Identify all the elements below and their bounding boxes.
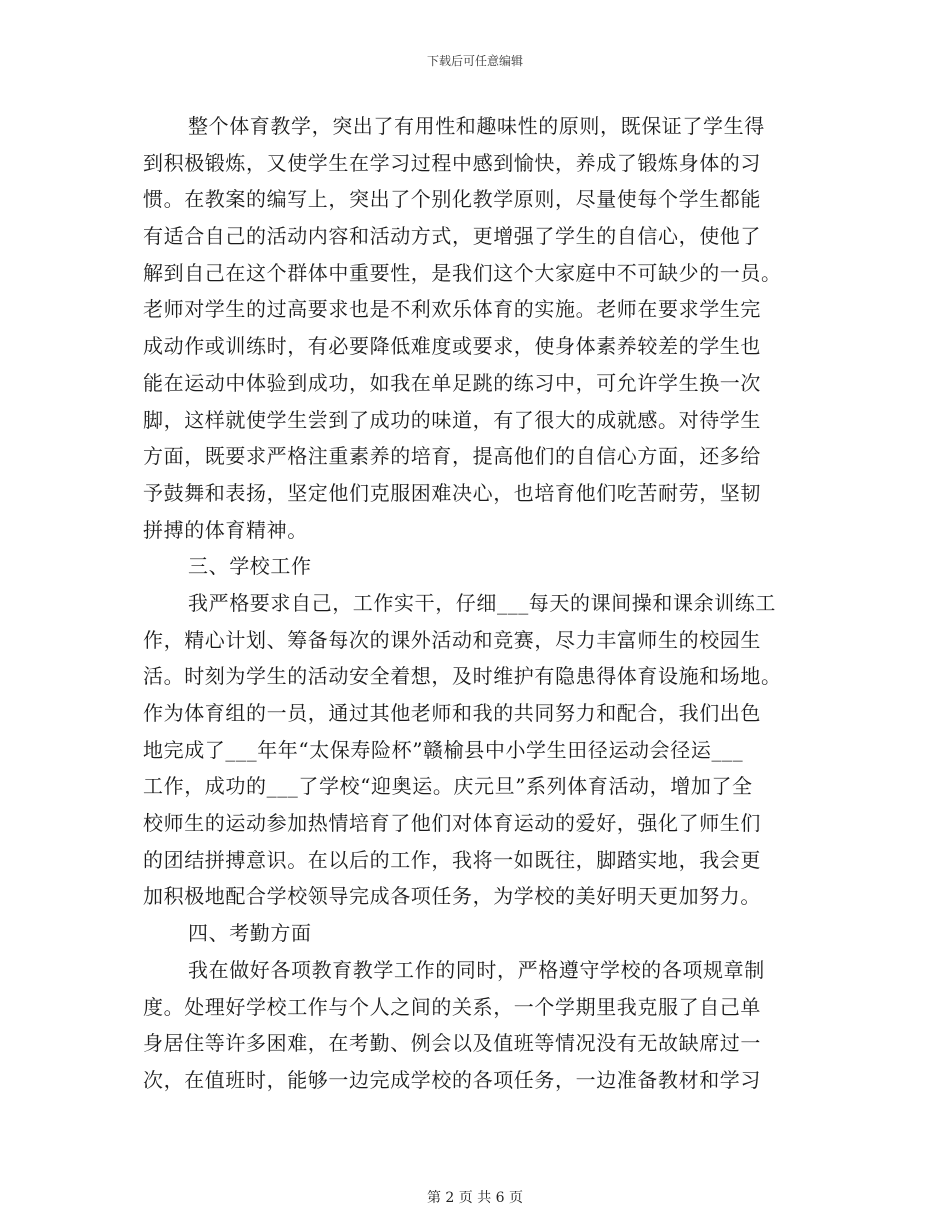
text-line: 度。处理好学校工作与个人之间的关系，一个学期里我克服了自己单 <box>143 994 761 1019</box>
text-line: 脚，这样就使学生尝到了成功的味道，有了很大的成就感。对待学生 <box>143 407 761 432</box>
page-header-note: 下载后可任意编辑 <box>426 54 523 68</box>
text-line: 予鼓舞和表扬，坚定他们克服困难决心，也培育他们吃苦耐劳，坚韧 <box>143 480 761 505</box>
text-line: 能在运动中体验到成功，如我在单足跳的练习中，可允许学生换一次 <box>143 370 761 395</box>
page-number: 第 2 页 共 6 页 <box>426 1190 524 1206</box>
text-line: 加积极地配合学校领导完成各项任务，为学校的美好明天更加努力。 <box>143 884 761 909</box>
text-line: 作，精心计划、筹备每次的课外活动和竞赛，尽力丰富师生的校园生 <box>143 627 761 652</box>
text-line: 有适合自己的活动内容和活动方式，更增强了学生的自信心，使他了 <box>143 224 761 249</box>
text-line: 拼搏的体育精神。 <box>143 517 308 542</box>
text-line: 成动作或训练时，有必要降低难度或要求，使身体素养较差的学生也 <box>143 334 761 359</box>
text-line: 地完成了___年年“太保寿险杯”赣榆县中小学生田径运动会径运___ <box>143 737 744 762</box>
text-line: 次，在值班时，能够一边完成学校的各项任务，一边准备教材和学习 <box>143 1067 761 1092</box>
text-line: 身居住等许多困难，在考勤、例会以及值班等情况没有无故缺席过一 <box>143 1031 761 1056</box>
text-line: 方面，既要求严格注重素养的培育，提高他们的自信心方面，还多给 <box>143 444 761 469</box>
text-line: 三、学校工作 <box>188 554 312 579</box>
text-line: 我在做好各项教育教学工作的同时，严格遵守学校的各项规章制 <box>188 957 765 982</box>
text-line: 老师对学生的过高要求也是不利欢乐体育的实施。老师在要求学生完 <box>143 297 761 322</box>
text-line: 作为体育组的一员，通过其他老师和我的共同努力和配合，我们出色 <box>143 701 761 725</box>
text-line: 惯。在教案的编写上，突出了个别化教学原则，尽量使每个学生都能 <box>143 187 761 212</box>
text-line: 的团结拼搏意识。在以后的工作，我将一如既往，脚踏实地，我会更 <box>143 847 761 872</box>
text-line: 到积极锻炼，又使学生在学习过程中感到愉快，养成了锻炼身体的习 <box>143 150 761 175</box>
text-line: 四、考勤方面 <box>188 921 312 946</box>
text-line: 工作，成功的___了学校“迎奥运。庆元旦”系列体育活动，增加了全 <box>143 774 753 799</box>
text-line: 活。时刻为学生的活动安全着想，及时维护有隐患得体育设施和场地。 <box>143 664 782 689</box>
text-line: 整个体育教学，突出了有用性和趣味性的原则，既保证了学生得 <box>188 114 765 138</box>
text-line: 解到自己在这个群体中重要性，是我们这个大家庭中不可缺少的一员。 <box>143 260 782 285</box>
text-line: 我严格要求自己，工作实干，仔细___每天的课间操和课余训练工 <box>188 590 776 615</box>
text-line: 校师生的运动参加热情培育了他们对体育运动的爱好，强化了师生们 <box>143 811 761 836</box>
document-body <box>143 108 803 1099</box>
